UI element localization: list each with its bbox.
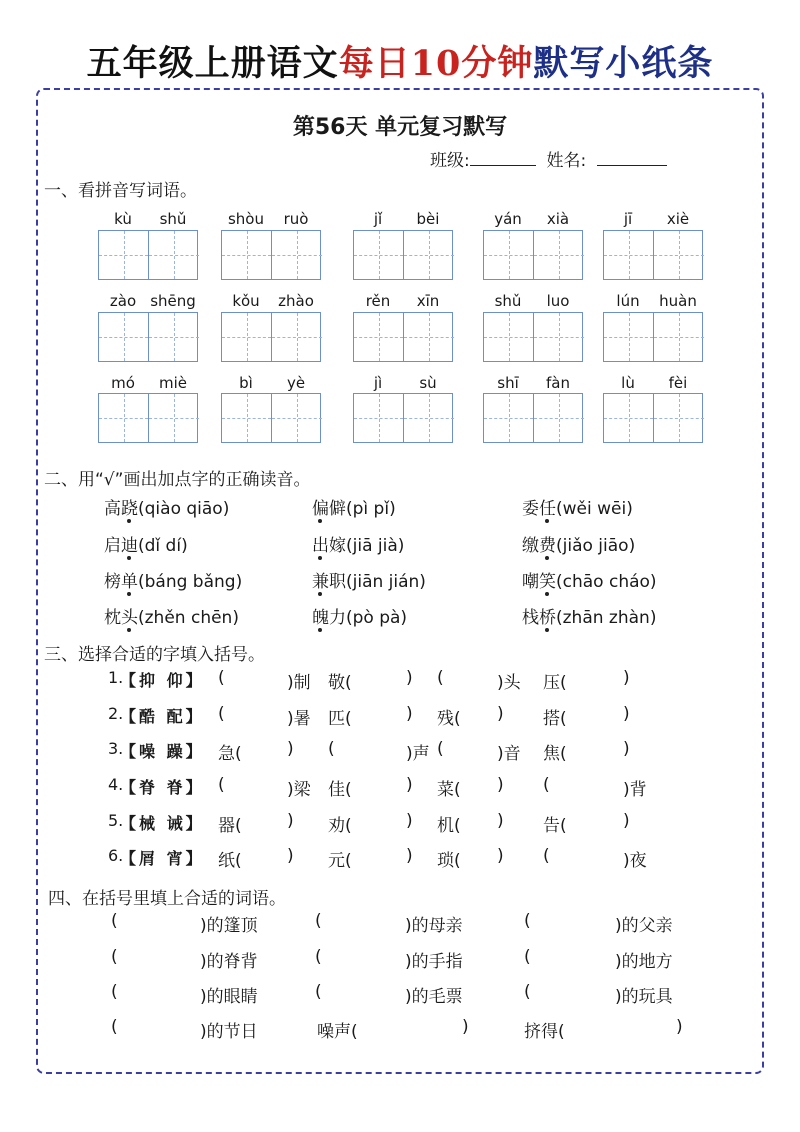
grid-cell[interactable] xyxy=(272,231,322,279)
blank-close: )的母亲 xyxy=(405,916,463,936)
grid-cell[interactable] xyxy=(534,394,584,442)
pinyin-label: bì xyxy=(239,374,253,392)
pronunciation-item: 出嫁(jiā jià) xyxy=(312,536,405,556)
guide-line xyxy=(272,418,322,419)
blank-bracket[interactable]: ) xyxy=(623,704,630,724)
blank-open[interactable]: ( xyxy=(111,1017,118,1037)
grid-cell[interactable] xyxy=(404,394,454,442)
grid-cell[interactable] xyxy=(149,231,199,279)
class-field[interactable] xyxy=(470,149,536,166)
blank-bracket[interactable]: )背 xyxy=(623,780,647,800)
guide-line xyxy=(222,337,271,338)
blank-bracket[interactable]: )制 xyxy=(287,673,311,693)
pinyin-label: jī xyxy=(623,210,633,228)
pinyin-label: shī xyxy=(497,374,519,392)
blank-bracket[interactable]: 敬( xyxy=(328,673,352,693)
blank-bracket[interactable]: ( xyxy=(437,668,444,688)
grid-cell[interactable] xyxy=(654,231,704,279)
question-number: 1. xyxy=(108,668,124,687)
pinyin-label: lún xyxy=(616,292,640,310)
blank-bracket[interactable]: ) xyxy=(287,811,294,831)
class-label: 班级: xyxy=(430,151,470,171)
pinyin-label: yè xyxy=(286,374,306,392)
writing-grid[interactable] xyxy=(98,393,198,443)
pinyin-label: xīn xyxy=(416,292,440,310)
blank-bracket[interactable]: 机( xyxy=(437,816,461,836)
pinyin-label: rěn xyxy=(365,292,391,310)
blank-close: )的玩具 xyxy=(615,987,673,1007)
guide-line xyxy=(654,255,704,256)
question-number: 2. xyxy=(108,704,124,723)
question-number: 3. xyxy=(108,739,124,758)
question-number: 6. xyxy=(108,846,124,865)
writing-grid[interactable] xyxy=(221,312,321,362)
pronunciation-item: 偏僻(pì pǐ) xyxy=(312,499,396,519)
writing-grid[interactable] xyxy=(603,393,703,443)
blank-bracket[interactable]: )暑 xyxy=(287,709,311,729)
pronunciation-item: 委任(wěi wēi) xyxy=(522,499,633,519)
blank-open[interactable]: ( xyxy=(315,947,322,967)
emphasis-dot xyxy=(318,556,322,560)
blank-bracket[interactable]: 元( xyxy=(328,851,352,871)
guide-line xyxy=(484,255,533,256)
emphasis-dot xyxy=(127,628,131,632)
pinyin-label: shǔ xyxy=(494,292,522,310)
blank-bracket[interactable]: 佳( xyxy=(328,780,352,800)
pinyin-label: huàn xyxy=(659,292,697,310)
grid-cell[interactable] xyxy=(604,394,654,442)
guide-line xyxy=(484,418,533,419)
blank-open[interactable]: 噪声( xyxy=(317,1022,358,1042)
pronunciation-item: 缴费(jiǎo jiāo) xyxy=(522,536,636,556)
writing-grid[interactable] xyxy=(483,312,583,362)
blank-bracket[interactable]: ( xyxy=(218,704,225,724)
blank-bracket[interactable]: ( xyxy=(218,775,225,795)
blank-bracket[interactable]: 菜( xyxy=(437,780,461,800)
blank-close: )的眼睛 xyxy=(200,987,258,1007)
grid-cell[interactable] xyxy=(484,394,534,442)
pinyin-label: xià xyxy=(546,210,570,228)
blank-bracket[interactable]: 搭( xyxy=(543,709,567,729)
grid-cell[interactable] xyxy=(354,231,404,279)
guide-line xyxy=(404,337,454,338)
section4-heading: 四、在括号里填上合适的词语。 xyxy=(48,889,286,909)
blank-bracket[interactable]: 琐( xyxy=(437,851,461,871)
grid-cell[interactable] xyxy=(604,313,654,361)
emphasis-dot xyxy=(545,628,549,632)
pinyin-label: mó xyxy=(111,374,135,392)
question-number: 5. xyxy=(108,811,124,830)
emphasis-dot xyxy=(127,592,131,596)
day-title: 第56天 单元复习默写 xyxy=(292,115,508,140)
blank-bracket[interactable]: 纸( xyxy=(218,851,242,871)
grid-cell[interactable] xyxy=(404,313,454,361)
emphasis-dot xyxy=(545,556,549,560)
guide-line xyxy=(534,255,584,256)
choice-characters: 【脊 脊】 xyxy=(120,778,205,797)
guide-line xyxy=(149,255,199,256)
blank-close: )的地方 xyxy=(615,952,673,972)
grid-cell[interactable] xyxy=(604,231,654,279)
pinyin-label: kù xyxy=(114,210,132,228)
blank-bracket[interactable]: 压( xyxy=(543,673,567,693)
grid-cell[interactable] xyxy=(99,231,149,279)
pinyin-label: sù xyxy=(419,374,437,392)
blank-bracket[interactable]: 焦( xyxy=(543,744,567,764)
guide-line xyxy=(99,255,148,256)
emphasis-dot xyxy=(318,628,322,632)
blank-close: )的手指 xyxy=(405,952,463,972)
blank-open[interactable]: ( xyxy=(111,947,118,967)
writing-grid[interactable] xyxy=(353,393,453,443)
guide-line xyxy=(354,255,403,256)
guide-line xyxy=(404,418,454,419)
section2-heading: 二、用“√”画出加点字的正确读音。 xyxy=(44,470,311,490)
question-number: 4. xyxy=(108,775,124,794)
pronunciation-item: 嘲笑(chāo cháo) xyxy=(522,572,657,592)
emphasis-dot xyxy=(545,592,549,596)
blank-bracket[interactable]: ( xyxy=(543,775,550,795)
guide-line xyxy=(604,418,653,419)
guide-line xyxy=(534,418,584,419)
guide-line xyxy=(99,337,148,338)
blank-close: ) xyxy=(676,1017,683,1037)
grid-cell[interactable] xyxy=(149,394,199,442)
writing-grid[interactable] xyxy=(603,312,703,362)
blank-bracket[interactable]: ) xyxy=(406,704,413,724)
writing-grid[interactable] xyxy=(353,312,453,362)
grid-cell[interactable] xyxy=(222,231,272,279)
blank-close: )的篷顶 xyxy=(200,916,258,936)
blank-bracket[interactable]: 告( xyxy=(543,816,567,836)
grid-cell[interactable] xyxy=(272,394,322,442)
guide-line xyxy=(222,418,271,419)
main-title xyxy=(0,36,800,86)
blank-open[interactable]: ( xyxy=(524,911,531,931)
pronunciation-item: 魄力(pò pà) xyxy=(312,608,408,628)
blank-bracket[interactable]: ) xyxy=(497,846,504,866)
choice-characters: 【噪 躁】 xyxy=(120,742,205,761)
pinyin-label: jì xyxy=(373,374,383,392)
blank-open[interactable]: 挤得( xyxy=(524,1022,565,1042)
title-part3: 默写小纸条 xyxy=(533,43,714,84)
blank-bracket[interactable]: ) xyxy=(287,846,294,866)
pinyin-label: jǐ xyxy=(373,210,383,228)
pronunciation-item: 栈桥(zhān zhàn) xyxy=(522,608,657,628)
blank-close: ) xyxy=(462,1017,469,1037)
guide-line xyxy=(149,337,199,338)
writing-grid[interactable] xyxy=(483,230,583,280)
blank-bracket[interactable]: ( xyxy=(328,739,335,759)
guide-line xyxy=(534,337,584,338)
name-field[interactable] xyxy=(597,149,667,166)
pronunciation-item: 榜单(báng bǎng) xyxy=(104,572,243,592)
guide-line xyxy=(604,255,653,256)
blank-bracket[interactable]: ) xyxy=(406,775,413,795)
blank-close: )的毛票 xyxy=(405,987,463,1007)
title-part2: 每日10分钟 xyxy=(338,43,534,84)
choice-characters: 【械 诫】 xyxy=(120,814,205,833)
emphasis-dot xyxy=(318,519,322,523)
guide-line xyxy=(272,337,322,338)
guide-line xyxy=(149,418,199,419)
pinyin-label: kǒu xyxy=(232,292,260,310)
emphasis-dot xyxy=(318,592,322,596)
grid-cell[interactable] xyxy=(99,394,149,442)
blank-bracket[interactable]: ) xyxy=(406,846,413,866)
student-info xyxy=(430,146,667,171)
writing-grid[interactable] xyxy=(98,312,198,362)
title-part1: 五年级上册语文 xyxy=(86,43,339,84)
blank-bracket[interactable]: 急( xyxy=(218,744,242,764)
blank-open[interactable]: ( xyxy=(111,982,118,1002)
choice-characters: 【抑 仰】 xyxy=(120,671,205,690)
pinyin-label: zhào xyxy=(278,292,314,310)
blank-bracket[interactable]: ( xyxy=(543,846,550,866)
pronunciation-item: 兼职(jiān jián) xyxy=(312,572,426,592)
blank-bracket[interactable]: ) xyxy=(406,668,413,688)
pronunciation-item: 枕头(zhěn chēn) xyxy=(104,608,239,628)
guide-line xyxy=(404,255,454,256)
guide-line xyxy=(222,255,271,256)
blank-bracket[interactable]: )声 xyxy=(406,744,430,764)
blank-open[interactable]: ( xyxy=(111,911,118,931)
pinyin-label: zào xyxy=(109,292,137,310)
choice-characters: 【屑 宵】 xyxy=(120,849,205,868)
pinyin-label: miè xyxy=(158,374,187,392)
blank-bracket[interactable]: )音 xyxy=(497,744,521,764)
pinyin-label: yán xyxy=(494,210,522,228)
section3-heading: 三、选择合适的字填入括号。 xyxy=(44,645,265,665)
blank-open[interactable]: ( xyxy=(524,982,531,1002)
writing-grid[interactable] xyxy=(603,230,703,280)
pinyin-label: shòu xyxy=(227,210,264,228)
grid-cell[interactable] xyxy=(149,313,199,361)
grid-cell[interactable] xyxy=(654,394,704,442)
blank-bracket[interactable]: ) xyxy=(623,739,630,759)
emphasis-dot xyxy=(127,556,131,560)
pronunciation-item: 启迪(dǐ dí) xyxy=(104,536,188,556)
pronunciation-item: 高跷(qiào qiāo) xyxy=(104,499,230,519)
grid-cell[interactable] xyxy=(222,394,272,442)
blank-bracket[interactable]: )夜 xyxy=(623,851,647,871)
grid-cell[interactable] xyxy=(354,394,404,442)
writing-grid[interactable] xyxy=(98,230,198,280)
emphasis-dot xyxy=(127,519,131,523)
guide-line xyxy=(354,337,403,338)
blank-bracket[interactable]: 器( xyxy=(218,816,242,836)
blank-bracket[interactable]: ( xyxy=(437,739,444,759)
name-label: 姓名: xyxy=(546,151,587,171)
guide-line xyxy=(604,337,653,338)
grid-cell[interactable] xyxy=(222,313,272,361)
blank-bracket[interactable]: ( xyxy=(218,668,225,688)
grid-cell[interactable] xyxy=(99,313,149,361)
blank-bracket[interactable]: 匹( xyxy=(328,709,352,729)
blank-bracket[interactable]: ) xyxy=(623,668,630,688)
guide-line xyxy=(354,418,403,419)
blank-bracket[interactable]: ) xyxy=(497,704,504,724)
pinyin-label: shǔ xyxy=(159,210,187,228)
guide-line xyxy=(654,337,704,338)
writing-grid[interactable] xyxy=(483,393,583,443)
blank-bracket[interactable]: ) xyxy=(497,775,504,795)
writing-grid[interactable] xyxy=(353,230,453,280)
pinyin-label: xiè xyxy=(666,210,690,228)
grid-cell[interactable] xyxy=(654,313,704,361)
blank-bracket[interactable]: 劝( xyxy=(328,816,352,836)
pinyin-label: luo xyxy=(546,292,570,310)
pinyin-label: ruò xyxy=(283,210,309,228)
writing-grid[interactable] xyxy=(221,393,321,443)
grid-cell[interactable] xyxy=(534,313,584,361)
blank-bracket[interactable]: ) xyxy=(287,739,294,759)
grid-cell[interactable] xyxy=(484,231,534,279)
blank-open[interactable]: ( xyxy=(315,911,322,931)
blank-close: )的脊背 xyxy=(200,952,258,972)
pinyin-label: fèi xyxy=(668,374,688,392)
blank-bracket[interactable]: )头 xyxy=(497,673,521,693)
blank-open[interactable]: ( xyxy=(315,982,322,1002)
guide-line xyxy=(99,418,148,419)
blank-bracket[interactable]: ) xyxy=(623,811,630,831)
section1-heading: 一、看拼音写词语。 xyxy=(44,181,197,201)
pinyin-label: shēng xyxy=(150,292,196,310)
grid-cell[interactable] xyxy=(272,313,322,361)
blank-bracket[interactable]: 残( xyxy=(437,709,461,729)
blank-bracket[interactable]: ) xyxy=(406,811,413,831)
guide-line xyxy=(272,255,322,256)
guide-line xyxy=(654,418,704,419)
writing-grid[interactable] xyxy=(221,230,321,280)
grid-cell[interactable] xyxy=(354,313,404,361)
blank-open[interactable]: ( xyxy=(524,947,531,967)
pinyin-label: bèi xyxy=(416,210,440,228)
choice-characters: 【酷 配】 xyxy=(120,707,205,726)
blank-bracket[interactable]: ) xyxy=(497,811,504,831)
pinyin-label: lù xyxy=(621,374,635,392)
grid-cell[interactable] xyxy=(534,231,584,279)
blank-close: )的父亲 xyxy=(615,916,673,936)
guide-line xyxy=(484,337,533,338)
grid-cell[interactable] xyxy=(484,313,534,361)
emphasis-dot xyxy=(545,519,549,523)
pinyin-label: fàn xyxy=(546,374,570,392)
blank-bracket[interactable]: )梁 xyxy=(287,780,311,800)
grid-cell[interactable] xyxy=(404,231,454,279)
blank-close: )的节日 xyxy=(200,1022,258,1042)
